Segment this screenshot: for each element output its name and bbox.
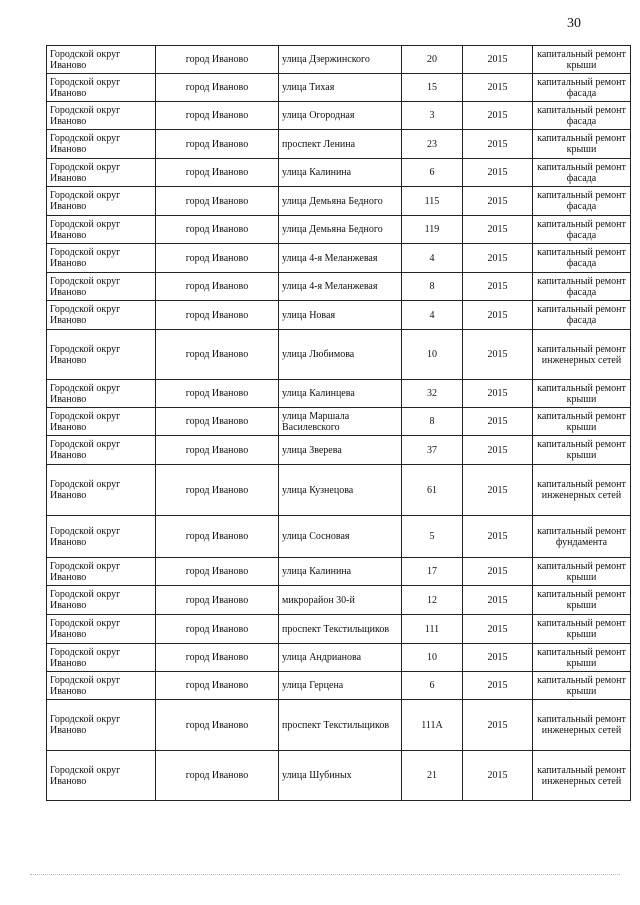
year-cell: 2015 (463, 751, 533, 801)
table-row (47, 102, 631, 130)
year-cell: 2015 (463, 159, 533, 187)
settlement-cell: город Иваново (156, 644, 279, 672)
house-number-cell: 111 (402, 615, 463, 644)
street-cell: микрорайон 30-й (279, 586, 402, 615)
municipality-cell: Городской округ Иваново (47, 672, 156, 700)
house-number-cell: 10 (402, 330, 463, 380)
year-cell: 2015 (463, 558, 533, 586)
street-cell: улица Калинцева (279, 380, 402, 408)
municipality-cell: Городской округ Иваново (47, 380, 156, 408)
house-number-cell: 115 (402, 187, 463, 216)
settlement-cell: город Иваново (156, 244, 279, 273)
street-cell: улица Зверева (279, 436, 402, 465)
year-cell: 2015 (463, 465, 533, 516)
year-cell: 2015 (463, 436, 533, 465)
street-cell: улица 4-я Меланжевая (279, 244, 402, 273)
municipality-cell: Городской округ Иваново (47, 46, 156, 74)
settlement-cell: город Иваново (156, 130, 279, 159)
municipality-cell: Городской округ Иваново (47, 436, 156, 465)
house-number-cell: 17 (402, 558, 463, 586)
year-cell: 2015 (463, 74, 533, 102)
street-cell: улица 4-я Меланжевая (279, 273, 402, 301)
settlement-cell: город Иваново (156, 672, 279, 700)
year-cell: 2015 (463, 130, 533, 159)
settlement-cell: город Иваново (156, 465, 279, 516)
house-number-cell: 111А (402, 700, 463, 751)
table-row (47, 700, 631, 751)
table-row (47, 380, 631, 408)
year-cell: 2015 (463, 102, 533, 130)
street-cell: улица Сосновая (279, 516, 402, 558)
table-row (47, 330, 631, 380)
table-body (47, 46, 631, 801)
street-cell: улица Любимова (279, 330, 402, 380)
house-number-cell: 6 (402, 159, 463, 187)
year-cell: 2015 (463, 700, 533, 751)
settlement-cell: город Иваново (156, 700, 279, 751)
table-row (47, 586, 631, 615)
street-cell: улица Тихая (279, 74, 402, 102)
table-row (47, 465, 631, 516)
street-cell: проспект Ленина (279, 130, 402, 159)
house-number-cell: 37 (402, 436, 463, 465)
year-cell: 2015 (463, 46, 533, 74)
page-number: 30 (567, 16, 581, 31)
house-number-cell: 6 (402, 672, 463, 700)
house-number-cell: 4 (402, 244, 463, 273)
year-cell: 2015 (463, 672, 533, 700)
municipality-cell: Городской округ Иваново (47, 558, 156, 586)
year-cell: 2015 (463, 408, 533, 436)
work-type-cell: капитальный ремонт фасада (533, 187, 631, 216)
municipality-cell: Городской округ Иваново (47, 330, 156, 380)
work-type-cell: капитальный ремонт крыши (533, 436, 631, 465)
house-number-cell: 8 (402, 273, 463, 301)
work-type-cell: капитальный ремонт фасада (533, 216, 631, 244)
municipality-cell: Городской округ Иваново (47, 408, 156, 436)
settlement-cell: город Иваново (156, 330, 279, 380)
street-cell: улица Калинина (279, 159, 402, 187)
work-type-cell: капитальный ремонт крыши (533, 408, 631, 436)
scan-artifact-line (30, 874, 620, 875)
settlement-cell: город Иваново (156, 187, 279, 216)
street-cell: улица Дзержинского (279, 46, 402, 74)
work-type-cell: капитальный ремонт фасада (533, 244, 631, 273)
house-number-cell: 8 (402, 408, 463, 436)
table-row (47, 74, 631, 102)
table-row (47, 187, 631, 216)
settlement-cell: город Иваново (156, 216, 279, 244)
table-row (47, 558, 631, 586)
year-cell: 2015 (463, 615, 533, 644)
table-row (47, 273, 631, 301)
municipality-cell: Городской округ Иваново (47, 74, 156, 102)
table-row (47, 244, 631, 273)
work-type-cell: капитальный ремонт крыши (533, 644, 631, 672)
municipality-cell: Городской округ Иваново (47, 700, 156, 751)
year-cell: 2015 (463, 586, 533, 615)
table-row (47, 615, 631, 644)
house-number-cell: 12 (402, 586, 463, 615)
year-cell: 2015 (463, 330, 533, 380)
street-cell: улица Кузнецова (279, 465, 402, 516)
municipality-cell: Городской округ Иваново (47, 102, 156, 130)
house-number-cell: 15 (402, 74, 463, 102)
settlement-cell: город Иваново (156, 301, 279, 330)
street-cell: проспект Текстильщиков (279, 700, 402, 751)
street-cell: улица Андрианова (279, 644, 402, 672)
municipality-cell: Городской округ Иваново (47, 644, 156, 672)
table-row (47, 644, 631, 672)
street-cell: улица Демьяна Бедного (279, 187, 402, 216)
work-type-cell: капитальный ремонт крыши (533, 586, 631, 615)
settlement-cell: город Иваново (156, 751, 279, 801)
settlement-cell: город Иваново (156, 436, 279, 465)
work-type-cell: капитальный ремонт инженерных сетей (533, 700, 631, 751)
municipality-cell: Городской округ Иваново (47, 751, 156, 801)
table-row (47, 672, 631, 700)
municipality-cell: Городской округ Иваново (47, 301, 156, 330)
work-type-cell: капитальный ремонт фасада (533, 74, 631, 102)
table-row (47, 436, 631, 465)
repair-registry-table (46, 45, 631, 801)
table-row (47, 408, 631, 436)
work-type-cell: капитальный ремонт крыши (533, 615, 631, 644)
work-type-cell: капитальный ремонт фасада (533, 273, 631, 301)
work-type-cell: капитальный ремонт фундамента (533, 516, 631, 558)
settlement-cell: город Иваново (156, 102, 279, 130)
municipality-cell: Городской округ Иваново (47, 187, 156, 216)
house-number-cell: 21 (402, 751, 463, 801)
table-row (47, 301, 631, 330)
municipality-cell: Городской округ Иваново (47, 586, 156, 615)
year-cell: 2015 (463, 644, 533, 672)
street-cell: улица Огородная (279, 102, 402, 130)
settlement-cell: город Иваново (156, 74, 279, 102)
settlement-cell: город Иваново (156, 615, 279, 644)
settlement-cell: город Иваново (156, 408, 279, 436)
house-number-cell: 4 (402, 301, 463, 330)
settlement-cell: город Иваново (156, 558, 279, 586)
work-type-cell: капитальный ремонт фасада (533, 102, 631, 130)
municipality-cell: Городской округ Иваново (47, 216, 156, 244)
settlement-cell: город Иваново (156, 586, 279, 615)
work-type-cell: капитальный ремонт фасада (533, 301, 631, 330)
municipality-cell: Городской округ Иваново (47, 615, 156, 644)
municipality-cell: Городской округ Иваново (47, 465, 156, 516)
table-row (47, 159, 631, 187)
work-type-cell: капитальный ремонт крыши (533, 46, 631, 74)
year-cell: 2015 (463, 187, 533, 216)
settlement-cell: город Иваново (156, 380, 279, 408)
table-row (47, 751, 631, 801)
year-cell: 2015 (463, 516, 533, 558)
street-cell: улица Маршала Василевского (279, 408, 402, 436)
municipality-cell: Городской округ Иваново (47, 516, 156, 558)
year-cell: 2015 (463, 273, 533, 301)
settlement-cell: город Иваново (156, 516, 279, 558)
house-number-cell: 3 (402, 102, 463, 130)
table-row (47, 216, 631, 244)
street-cell: улица Калинина (279, 558, 402, 586)
work-type-cell: капитальный ремонт крыши (533, 672, 631, 700)
table-row (47, 130, 631, 159)
street-cell: улица Демьяна Бедного (279, 216, 402, 244)
year-cell: 2015 (463, 244, 533, 273)
street-cell: проспект Текстильщиков (279, 615, 402, 644)
house-number-cell: 10 (402, 644, 463, 672)
street-cell: улица Герцена (279, 672, 402, 700)
settlement-cell: город Иваново (156, 273, 279, 301)
street-cell: улица Новая (279, 301, 402, 330)
settlement-cell: город Иваново (156, 159, 279, 187)
work-type-cell: капитальный ремонт инженерных сетей (533, 751, 631, 801)
year-cell: 2015 (463, 380, 533, 408)
work-type-cell: капитальный ремонт крыши (533, 130, 631, 159)
house-number-cell: 23 (402, 130, 463, 159)
house-number-cell: 61 (402, 465, 463, 516)
table-row (47, 46, 631, 74)
work-type-cell: капитальный ремонт крыши (533, 558, 631, 586)
work-type-cell: капитальный ремонт инженерных сетей (533, 330, 631, 380)
municipality-cell: Городской округ Иваново (47, 159, 156, 187)
municipality-cell: Городской округ Иваново (47, 244, 156, 273)
work-type-cell: капитальный ремонт крыши (533, 380, 631, 408)
year-cell: 2015 (463, 301, 533, 330)
work-type-cell: капитальный ремонт фасада (533, 159, 631, 187)
municipality-cell: Городской округ Иваново (47, 130, 156, 159)
house-number-cell: 119 (402, 216, 463, 244)
work-type-cell: капитальный ремонт инженерных сетей (533, 465, 631, 516)
house-number-cell: 5 (402, 516, 463, 558)
house-number-cell: 20 (402, 46, 463, 74)
settlement-cell: город Иваново (156, 46, 279, 74)
house-number-cell: 32 (402, 380, 463, 408)
street-cell: улица Шубиных (279, 751, 402, 801)
year-cell: 2015 (463, 216, 533, 244)
municipality-cell: Городской округ Иваново (47, 273, 156, 301)
table-row (47, 516, 631, 558)
